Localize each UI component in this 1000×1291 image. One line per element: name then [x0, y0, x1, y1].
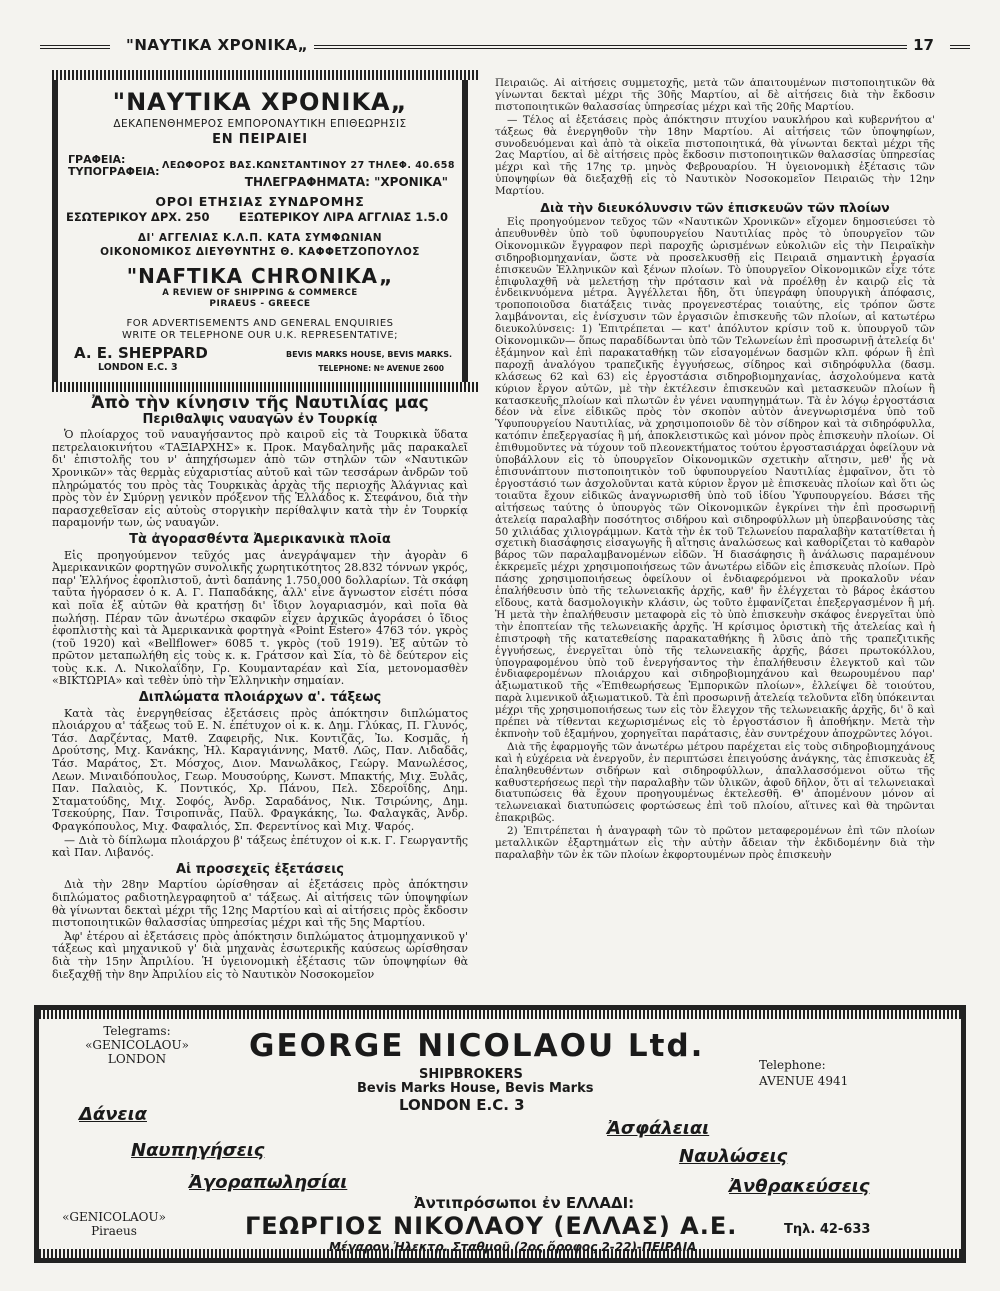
representative-telephone: TELEPHONE: Nº AVENUE 2600	[318, 364, 444, 373]
shipbroker-advertisement	[34, 1005, 966, 1263]
head-rule-middle	[290, 45, 920, 49]
telegrams-code: «GENICOLAOU»	[85, 1038, 189, 1052]
section-heading: Διπλώματα πλοιάρχων α'. τάξεως	[138, 690, 382, 706]
offices-address: ΛΕΩΦΟΡΟΣ ΒΑΣ.ΚΩΝΣΤΑΝΤΙΝΟΥ 27 ΤΗΛΕΦ. 40.658	[162, 160, 455, 171]
section-heading: Αἱ προσεχεῖς ἐξετάσεις	[176, 861, 344, 877]
latin-subtitle: A REVIEW OF SHIPPING & COMMERCE	[162, 288, 358, 298]
article-paragraph: Εἰς προηγούμενον τεῦχος τῶν «Ναυτικῶν Χρονικῶν» εἴχομεν δημοσιεύσει τὸ ἀπευθυνθὲν ὑπὸ τοῦ ὑφυπουργείου Ναυτιλίας πρὸς τὸ ὑπουργεῖον τῶν Οἰκονομικῶν ἔγγραφον περὶ παροχῆς ὡρισμένων εὐκολιῶν εἰς τὴν Πειραϊκὴν σιδηροβιομηχανίαν, ὥστε νὰ προσελκυσθῇ εἰς Πειραιᾶ σημαντικὴ ἐργασία ἐπισκευῶν Ἑλληνικῶν καὶ ξένων πλοίων. Τὸ ὑπουργεῖον Οἰκονομικῶν εἶχε τότε ἐπιφυλαχθῆ νὰ μελετήσῃ τὴν πρότασιν καὶ νὰ προέλθῃ ἐν καιρῷ εἰς τὰ ἐνδεικνυόμενα μέτρα. Ἀγγέλλεται ἤδη, ὅτι ὑπεγράφη ὑπουργικὴ ἀπόφασις, τροποποιοῦσα διατάξεις τινὰς προγενεστέρας τοιαύτης, εἰς τρόπον ὥστε λαμβάνονται, εἰς ἐνίσχυσιν τῶν ἐργασιῶν ἐπισκευῆς τῶν πλοίων, αἱ κατωτέρω διευκολύνσεις: 1) Ἐπιτρέπεται — κατ' ἀπόλυτον κρίσιν τοῦ κ. ὑπουργοῦ τῶν Οἰκονομικῶν— ὅπως παραδίδωνται ὑπὸ τῶν Τελωνείων ἐπὶ προσωρινῇ ἀτελείᾳ δι' ἐξάμηνον καὶ ἐπὶ παρακαταθήκῃ τῶν εἰσαγομένων δασμῶν κλπ. φόρων ἢ ἐπὶ παροχῇ ἀναλόγου τραπεζικῆς ἐγγυήσεως, σίδηρος καὶ σιδηρόφυλλα (δασμ. κλάσεως 62 καὶ 63) εἰς ἐργοστάσια σιδηροβιομηχανίας, ἀσχολούμενα κατὰ κύριον ἔργον αὐτῶν, μὲ τὴν ἐκτέλεσιν ἐπισκευῶν καὶ μετασκευῶν πλοίων ἢ κατασκευῆς πλοίων καὶ πλωτῶν ἐν γένει ναυπηγημάτων. Τὰ ἐν λόγῳ ἐργοστάσια δέον νὰ εἶνε εἰδικῶς πρὸς τὸν σκοπὸν αὐτὸν ἀνεγνωρισμένα ὑπὸ τοῦ Ὑφυπουργείου Ναυτιλίας, νὰ χρησιμοποιοῦν δὲ τὸν σίδηρον καὶ τὰ σιδηρόφυλλα, κατόπιν ἐπεξεργασίας ἢ μή, ἀποκλειστικῶς καὶ μόνον πρὸς ἐπισκευὴν πλοίων. Οἱ ἐπιθυμοῦντες νὰ τύχουν τοῦ πλεονεκτήματος τούτου ἐργοστασιάρχαι ὀφείλουν νὰ ὑποβάλλουν εἰς τὸ ὑπουργεῖον Οἰκονομικῶν σχετικὴν αἴτησιν, μεθ' ἧς νὰ ἐπισυνάπτουν πιστοποιητικὸν τοῦ ὑφυπουργείου Ναυτιλίας ἐμφαῖνον, ὅτι τὸ ἐργοστάσιό των ἀσχολοῦνται κατὰ κύριον ἔργον μὲ ἐπισκευὰς πλοίων καὶ ὅτι ὡς τοιαῦτα ἔχουν εἰδικῶς ἀναγνωρισθῆ ὑπὸ τοῦ ἰδίου Ὑφυπουργείου. Βάσει τῆς αἰτήσεως ταύτης ὁ ὑπουργὸς τῶν Οἰκονομικῶν ἐγκρίνει τὴν ἐπὶ προσωρινῇ ἀτελείᾳ παραλαβὴν ποσότητος σιδήρου καὶ σιδηροφύλλων μὴ ὑπερβαινούσης τὰς 50 χιλιάδας χιλιογράμμων. Κατὰ τὴν ἐκ τοῦ Τελωνείου παραλαβὴν κατατίθεται ἡ σχετικὴ διασάφησις εἰσαγωγῆς ἢ αἴτησις ἀναλώσεως καὶ καθορίζεται τὸ καθαρὸν βάρος τῶν παραλαμβανομένων εἰδῶν. Ἡ διασάφησις ἢ ἀνάλωσις παραμένουν ἐκκρεμεῖς μέχρι χρησιμοποιήσεως τῶν ἀνωτέρω εἰδῶν εἰς ἐπισκευὰς πλοίων. Πρὸ πάσης χρησιμοποιήσεως ὀφείλουν οἱ ἐνδιαφερόμενοι νὰ προκαλοῦν νέαν ἐπαλήθευσιν ὑπὸ τῆς τελωνειακῆς ἀρχῆς, καθ' ἣν ἐλέγχεται τὸ βάρος ἑκάστου εἴδους, κατὰ δασμολογικὴν κλάσιν, ὡς τοῦτο ἐμφανίζεται ἐπεξεργασμένον ἢ μή. Ἡ μετὰ τὴν ἐπαλήθευσιν μεταφορὰ εἰς τὸ ὑπὸ ἐπισκευὴν σκάφος ἐνεργεῖται ὑπὸ τὴν ἐποπτείαν τῆς τελωνειακῆς ἀρχῆς. Ἡ κρίσιμος ὁριστικὴ τῆς ἀτελείας καὶ ἡ ἐπιστροφὴ τῆς κατατεθείσης παρακαταθήκης ἢ λῦσις ἀπὸ τῆς τραπεζιτικῆς ἐγγυήσεως, ἐνεργεῖται ὑπὸ τῆς τελωνειακῆς ἀρχῆς, βάσει πρωτοκόλλου, ὑπογραφομένου ὑπὸ τοῦ ἐνεργήσαντος τὴν ἐπαλήθευσιν ἐλεγκτοῦ καὶ τῶν ἐνδιαφερομένων πλοιάρχου καὶ σιδηροβιομηχάνου καὶ θεωρουμένου παρ' ἀξιωματικοῦ τῆς «Ἐπιθεωρήσεως Ἐμπορικῶν πλοίων», ἐλλείψει δὲ τοιούτου, παρὰ λιμενικοῦ ἀξιωματικοῦ. Τὰ ἐπὶ προσωρινῇ ἀτελείᾳ τελοῦντα εἴδη ὑπόκεινται μέχρι τῆς χρησιμοποιήσεως των εἰς τὸν ἔλεγχον τῆς τελωνειακῆς ἀρχῆς, δι' ὃ καὶ πρέπει νὰ τίθενται κεχωρισμένως εἰς τὸ ἐργοστάσιον ἢ ἀποθήκην. Μετὰ τὴν ἐκπνοὴν τοῦ ἑξαμήνου, χορηγεῖται παράτασις, ἐὰν συντρέχουν ἀποχρῶντες λόγοι.	[495, 215, 935, 740]
service-insurance: Ἀσφάλειαι	[607, 1118, 710, 1139]
representative-address: BEVIS MARKS HOUSE, BEVIS MARKS.	[286, 350, 452, 359]
service-shipbuilding: Ναυπηγήσεις	[131, 1140, 265, 1161]
telephone-number: AVENUE 4941	[759, 1074, 849, 1088]
service-bunkering: Ἀνθρακεύσεις	[729, 1176, 870, 1197]
article-paragraph: Πειραιῶς. Αἱ αἰτήσεις συμμετοχῆς, μετὰ τῶν ἀπαιτουμένων πιστοποιητικῶν θὰ γίνωνται δεκταὶ μέχρι τῆς 30ῆς Μαρτίου, αἱ δὲ αἰτήσεις διὰ τὴν ἔκδοσιν πιστοποιητικῶν θαλασσίας ὑπηρεσίας μέχρι καὶ τῆς 20ῆς Μαρτίου.	[495, 78, 935, 113]
company-name: GEORGE NICOLAOU Ltd.	[249, 1028, 705, 1064]
service-loans: Δάνεια	[79, 1104, 147, 1125]
article-paragraph: 2) Ἐπιτρέπεται ἡ ἀναγραφὴ τῶν τὸ πρῶτον μεταφερομένων ἐπὶ τῶν πλοίων μεταλλικῶν ἐξαρτημάτων εἰς τὴν αὐτὴν ἄδειαν τὴν ἐκδιδομένην διὰ τὴν παραλαβὴν τῶν ἐκ τῶν πλοίων ἐκφορτουμένων πρὸς ἐπισκευὴν	[495, 825, 935, 861]
greek-company-name: ΓΕΩΡΓΙΟΣ ΝΙΚΟΛΑΟΥ (ΕΛΛΑΣ) Α.Ε.	[245, 1212, 738, 1240]
printing-label: ΤΥΠΟΓΡΑΦΕΙΑ:	[68, 165, 160, 178]
financial-director: ΟΙΚΟΝΟΜΙΚΟΣ ΔΙΕΥΘΥΝΤΗΣ Θ. ΚΑΦΦΕΤΖΟΠΟΥΛΟΣ	[100, 246, 420, 258]
section-heading: Τὰ ἀγορασθέντα Ἀμερικανικὰ πλοῖα	[129, 531, 391, 547]
subscription-exterior: ΕΞΩΤΕΡΙΚΟΥ ΛΙΡΑ ΑΓΓΛΙΑΣ 1.5.0	[238, 210, 448, 224]
masthead-title: "ΝΑΥΤΙΚΑ ΧΡΟΝΙΚΑ„	[112, 88, 408, 116]
service-chartering: Ναυλώσεις	[679, 1146, 788, 1167]
right-column	[495, 78, 935, 1002]
subscription-interior: ΕΣΩΤΕΡΙΚΟΥ ΔΡΧ. 250	[66, 210, 210, 224]
masthead-location: ΕΝ ΠΕΙΡΑΙΕΙ	[212, 132, 308, 147]
advertising-note-2: WRITE OR TELEPHONE OUR U.K. REPRESENTATIVE;	[121, 330, 399, 341]
repairs-heading: Διὰ τὴν διευκόλυνσιν τῶν ἐπισκευῶν τῶν πλοίων	[540, 200, 890, 216]
ad-hatch-top	[39, 1010, 961, 1019]
subscription-terms: ΟΡΟΙ ΕΤΗΣΙΑΣ ΣΥΝΔΡΟΜΗΣ	[155, 194, 365, 209]
telegraph-address: ΤΗΛΕΓΡΑΦΗΜΑΤΑ: "ΧΡΟΝΙΚΑ"	[244, 175, 448, 189]
latin-location: PIRAEUS - GREECE	[209, 299, 311, 309]
running-head	[40, 36, 970, 56]
ads-terms: ΔΙ' ΑΓΓΕΛΙΑΣ Κ.Λ.Π. ΚΑΤΑ ΣΥΜΦΩΝΙΑΝ	[137, 232, 383, 244]
left-column	[52, 392, 468, 1002]
head-rule-right	[950, 45, 970, 49]
article-paragraph: — Τέλος αἱ ἐξετάσεις πρὸς ἀπόκτησιν πτυχίου ναυκλήρου καὶ κυβερνήτου α' τάξεως θὰ ἐνεργηθοῦν τὴν 18ην Μαρτίου. Αἱ αἰτήσεις τῶν ὑποψηφίων, συνοδευόμεναι καὶ ἀπὸ τὰ οἰκεῖα πιστοποιητικά, θὰ γίνωνται δεκταὶ μέχρι τῆς 2ας Μαρτίου, αἱ δὲ αἰτήσεις πρὸς ἔκδοσιν πιστοποιητικῶν θαλασσίας ὑπηρεσίας μέχρι καὶ τῆς 17ης τρ. μηνὸς Φεβρουαρίου. Ἡ ὑγειονομικὴ ἐξέτασις τῶν ὑποψηφίων θὰ διεξαχθῇ εἰς τὸ Ναυτικὸν Νοσοκομεῖον Πειραιῶς τὴν 12ην Μαρτίου.	[495, 113, 935, 198]
section-paragraph: — Διὰ τὸ δίπλωμα πλοιάρχου β' τάξεως ἐπέτυχον οἱ κ.κ. Γ. Γεωργαντῆς καὶ Παν. Λιβανός.	[52, 833, 468, 860]
advertising-note-1: FOR ADVERTISEMENTS AND GENERAL ENQUIRIES	[126, 318, 394, 329]
article-paragraph: Διὰ τῆς ἐφαρμογῆς τῶν ἀνωτέρω μέτρου παρέχεται εἰς τοὺς σιδηροβιομηχάνους καὶ ἡ εὐχέρεια νὰ ἐνεργοῦν, ἐν περιπτώσει ἐπειγούσης ἀνάγκης, τὰς ἐπισκευὰς ἐξ ἐπαληθευθέντων σιδήρων καὶ σιδηροφύλλων, ἀπαλλασσόμενοι οὕτω τῆς καθυστερήσεως περὶ τὴν παραλαβὴν τῶν ὑλικῶν, ἀφοῦ δῆλον, ὅτι αἱ τελωνειακαὶ διατυπώσεις θὰ ἔχουν προηγουμένως ἐκτελεσθῆ. Θ' ἀπομένουν μόνον αἱ τελωνειακαὶ διατυπώσεις φορτώσεως ἐπὶ τοῦ πλοίου, αἵτινες καὶ θὰ τηρῶνται ἐπακριβῶς.	[495, 740, 935, 825]
head-rule-left	[40, 45, 110, 49]
greek-phone: Τηλ. 42-633	[784, 1222, 871, 1237]
masthead-hatch-top	[52, 70, 480, 80]
company-address: Bevis Marks House, Bevis Marks	[357, 1081, 594, 1096]
section-paragraph: Εἰς προηγούμενον τεῦχός μας ἀνεγράψαμεν τὴν ἀγορὰν 6 Ἀμερικανικῶν φορτηγῶν συνολικῆς χωρητικότητος 28.832 τόννων γκρός, παρ' Ἑλλήνος ἐφοπλιστοῦ, ἀντὶ δαπάνης 1.750.000 δολλαρίων. Τὰ σκάφη ταῦτα ἠγόρασεν ὁ κ. Α. Γ. Παπαδάκης, ἀλλ' εἶνε ἄγνωστον εἰσέτι πόσα καὶ ποῖα ἐξ αὐτῶν θὰ κρατήσῃ δι' ἴδιον λογαριασμόν, καὶ ποῖα θὰ πωλήσῃ. Πέραν τῶν ἀνωτέρω σκαφῶν εἶχεν ἀρχικῶς ἀγοράσει ὁ ἴδιος ἐφοπλιστὴς καὶ τὰ Ἀμερικανικὰ φορτηγὰ «Point Estero» 4763 τόν. γκρὸς (τοῦ 1920) καὶ «Bellflower» 6085 τ. γκρὸς (τοῦ 1919). Ἐξ αὐτῶν τὸ πρῶτον μεταπωλήθη εἰς τοὺς κ. κ. Γράτσον καὶ Σία, τὸ δὲ δεύτερον εἰς τοὺς κ.κ. Λ. Νικολαΐδην, Γρ. Κουμανταρέαν καὶ Σία, μετονομασθὲν «ΒΙΚΤΩΡΙΑ» καὶ τεθὲν ὑπὸ τὴν Ἑλληνικὴν σημαίαν.	[52, 548, 468, 688]
representative-name: A. E. SHEPPARD	[74, 344, 208, 362]
greek-telegrams-code: «GENICOLAOU»	[62, 1210, 166, 1224]
masthead-box	[52, 70, 468, 392]
section-paragraph: Διὰ τὴν 28ην Μαρτίου ὡρίσθησαν αἱ ἐξετάσεις πρὸς ἀπόκτησιν διπλώματος ραδιοτηλεγραφητοῦ α' τάξεως. Αἱ αἰτήσεις τῶν ὑποψηφίων θὰ γίνωνται δεκταὶ μέχρι τῆς 12ης Μαρτίου καὶ αἱ αἰτήσεις πρὸς ἔκδοσιν πιστοποιητικῶν θαλασσίας ὑπηρεσίας μέχρι καὶ τῆς 5ης Μαρτίου.	[52, 878, 468, 930]
telephone-label: Telephone:	[759, 1058, 826, 1072]
greek-telegrams-block	[59, 1210, 169, 1238]
section-heading: Περιθαλψις ναυαγῶν ἐν Τουρκίᾳ	[142, 411, 378, 427]
company-role: SHIPBROKERS	[419, 1067, 523, 1082]
offices-label: ΓΡΑΦΕΙΑ:	[68, 153, 126, 166]
section-paragraph: Ἀφ' ἑτέρου αἱ ἐξετάσεις πρὸς ἀπόκτησιν διπλώματος ἀτμομηχανικοῦ γ' τάξεως καὶ μηχανικοῦ γ' διὰ μηχανὰς ἐσωτερικῆς καύσεως ὡρίσθησαν διὰ τὴν 15ην Ἀπριλίου. Ἡ ὑγειονομικὴ ἐξέτασις τῶν ὑποψηφίων θὰ διεξαχθῇ τὴν 8ην Ἀπριλίου εἰς τὸ Ναυτικὸν Νοσοκομεῖον	[52, 929, 468, 981]
telegrams-block	[67, 1024, 207, 1066]
masthead-subtitle: ΔΕΚΑΠΕΝΘΗΜΕΡΟΣ ΕΜΠΟΡΟΝΑΥΤΙΚΗ ΕΠΙΘΕΩΡΗΣΙΣ	[113, 118, 407, 130]
telegrams-city: LONDON	[107, 1052, 167, 1066]
greek-company-address: Μέγαρον Ἠλεκτρ. Σταθμοῦ (2ος ὄροφος 2-22)-ΠΕΙΡΑΙΑ	[329, 1240, 697, 1254]
page-number: 17	[907, 36, 940, 54]
main-heading: Ἀπὸ τὴν κίνησιν τῆς Ναυτιλίας μας	[91, 393, 429, 413]
section-paragraph: Κατὰ τὰς ἐνεργηθείσας ἐξετάσεις πρὸς ἀπόκτησιν διπλώματος πλοιάρχου α' τάξεως τοῦ Ε. Ν. ἐπέτυχον οἱ κ. κ. Δημ. Γλύκας, Π. Γλυνός, Τάσ. Δαρζέντας, Ματθ. Ζαφειρῆς, Νικ. Κοντιζᾶς, Ἰω. Κοσμᾶς, ἡ Δρούτσης, Μιχ. Κανάκης, Ἠλ. Καραγιάννης, Ματθ. Λῶς, Παν. Λιδαδᾶς, Τάσ. Μαράτος, Στ. Μόσχος, Διον. Μανωλᾶκος, Γεώργ. Μανωλέσος, Λεων. Μιναιδόπουλος, Γεωρ. Μουσούρης, Κωνστ. Μπακτής, Μιχ. Ξυλᾶς, Παν. Παλαιὸς, Κ. Ποντικός, Χρ. Πάνου, Πελ. Σδεροΐδης, Δημ. Σταματούδης, Μιχ. Σοφός, Ἀνδρ. Σαραδάνος, Νικ. Τσιρώνης, Δημ. Τσεκούρης, Παν. Τσιροπινᾶς, Παῦλ. Φραγκάκης, Ἰω. Φαλαγκᾶς, Ἀνδρ. Φραγκόπουλος, Μιχ. Φαφαλιός, Σπ. Φερεντίνος καὶ Μιχ. Ψαρός.	[52, 706, 468, 833]
greek-telegrams-city: Piraeus	[91, 1224, 137, 1238]
telegrams-label: Telegrams:	[103, 1024, 171, 1038]
service-sale-purchase: Ἀγοραπωλησίαι	[189, 1172, 348, 1193]
masthead-hatch-bottom	[52, 382, 480, 392]
latin-title: "NAFTIKA CHRONIKA„	[126, 264, 394, 288]
company-city: LONDON E.C. 3	[399, 1096, 525, 1114]
agents-heading: Ἀντιπρόσωποι ἐν ΕΛΛΑΔΙ:	[414, 1194, 635, 1212]
section-paragraph: Ὁ πλοίαρχος τοῦ ναυαγήσαντος πρὸ καιροῦ εἰς τὰ Τουρκικὰ ὕδατα πετρελαιοκινήτου «ΤΑΞΙΑΡΧΗΣ» κ. Προκ. Μαγδαληνῆς μᾶς παρακαλεῖ δι' ἐπιστολῆς του ν' ἀπηχήσωμεν ἀπὸ τῶν στηλῶν τῶν «Ναυτικῶν Χρονικῶν» τὰς θερμὰς εὐχαριστίας αὐτοῦ καὶ τῶν τεσσάρων ἀνδρῶν τοῦ πληρώματός του πρὸς τὰς Τουρκικὰς ἀρχὰς τῆς περιοχῆς Ἀλάγνιας καὶ πρὸς τὸν ἐν Σμύρνῃ γενικὸν πρόξενον τῆς Ἑλλάδος κ. Στεφάνου, διὰ τὴν παρασχεθεῖσαν εἰς αὐτοὺς στοργικὴν περίθαλψιν κατὰ τὴν ἐν Τουρκίᾳ παραμονήν των, ὡς ναυαγῶν.	[52, 428, 468, 530]
running-head-title: "ΝΑΥΤΙΚΑ ΧΡΟΝΙΚΑ„	[120, 36, 314, 54]
representative-city: LONDON E.C. 3	[98, 362, 178, 373]
